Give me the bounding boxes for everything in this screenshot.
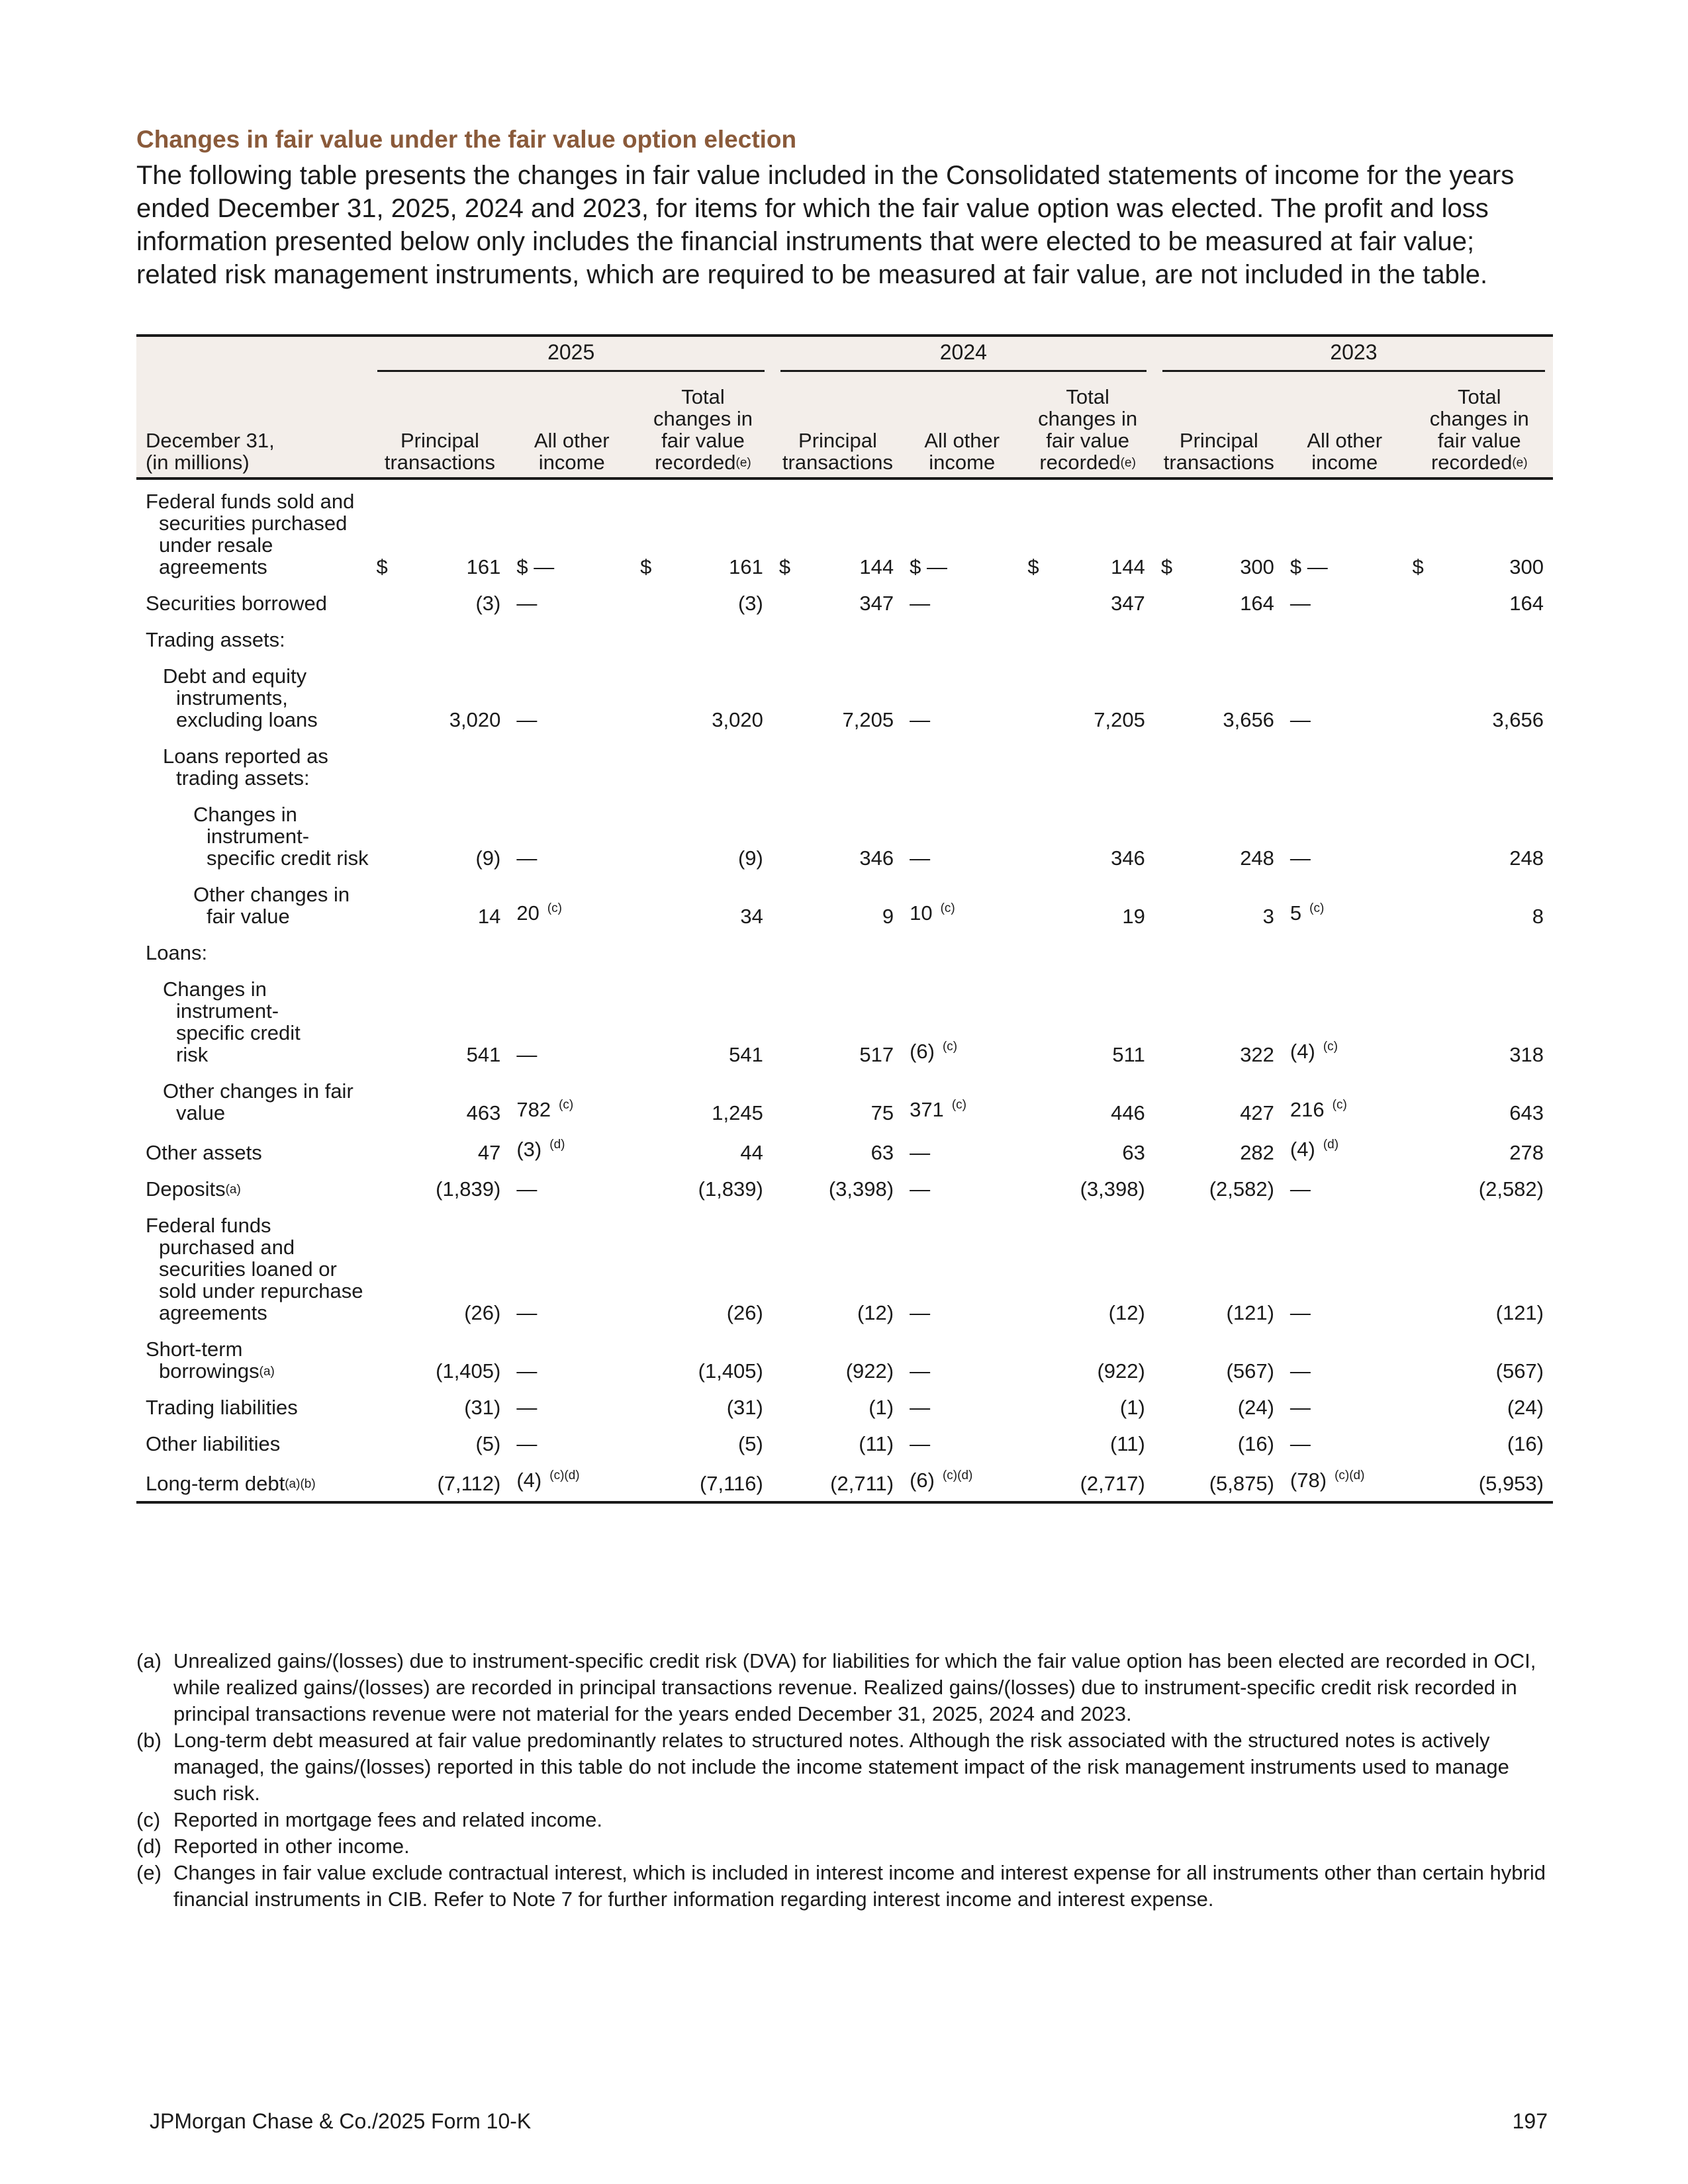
intro-paragraph: The following table presents the changes in fair value included in the Consolidated statements of income for the years ended December 31, 2025, 2024 and 2023, for items for which the fair value option was elected. The profit and loss information presented below only includes the financial instruments that were elected to be measured at fair value; related risk management instruments, which are required to be measured at fair value, are not included in the table.	[136, 161, 1515, 289]
table-row: Securities borrowed (3) — (3) 347 — 347 164 — 164	[146, 592, 1544, 615]
year-2023-header: 2023	[1154, 336, 1553, 377]
col-other-2023: All other income	[1284, 377, 1406, 478]
col-principal-2023: Principal transactions	[1154, 377, 1284, 478]
row-label-header: December 31, (in millions)	[136, 377, 369, 478]
col-total-2024: Total changes in fair value recorded$^{(e)}$	[1021, 377, 1154, 478]
table-row: Other changes in fair value 14 20 $^{(c)}$ 34 9 10 $^{(c)}$ 19 3 5 $^{(c)}$ 8	[193, 883, 1544, 928]
year-2025-header: 2025	[369, 336, 772, 377]
table-row: Federal funds sold and securities purchased under resale agreements $ 161 $ — $ 161 $ 144 $ — $ 144 $ 300 $ — $ 300	[146, 490, 1544, 578]
col-principal-2025: Principal transactions	[369, 377, 510, 478]
table-row: Other changes in fair value 463 782 $^{(c)}$ 1,245 75 371 $^{(c)}$ 446 427 216 $^{(c)}$ 643	[163, 1079, 1544, 1124]
table-row: Loans reported as trading assets:	[163, 745, 328, 790]
column-header-row	[136, 377, 1553, 478]
table-row: Short-term borrowings$^{(a)}$ (1,405) — (1,405) (922) — (922) (567) — (567)	[146, 1338, 1544, 1383]
col-total-2025: Total changes in fair value recorded$^{(e)}$	[633, 377, 773, 478]
table-row: Trading liabilities (31) — (31) (1) — (1) (24) — (24)	[146, 1396, 1544, 1419]
col-other-2024: All other income	[903, 377, 1021, 478]
year-2024-header: 2024	[773, 336, 1154, 377]
section-title: Changes in fair value under the fair value option election	[136, 126, 797, 153]
table-row: Federal funds purchased and securities loaned or sold under repurchase agreements (26) — (26) (12) — (12) (121) — (121)	[146, 1214, 1544, 1324]
footnotes	[136, 1648, 1553, 1913]
table-row: Deposits$^{(a)}$ (1,839) — (1,839) (3,398) — (3,398) (2,582) — (2,582)	[146, 1177, 1544, 1201]
col-other-2025: All other income	[510, 377, 633, 478]
table-row: Trading assets:	[146, 628, 285, 651]
table-row: Other assets 47 (3) $^{(d)}$ 44 63 — 63 282 (4) $^{(d)}$ 278	[146, 1138, 1544, 1164]
table-row: Loans:	[146, 941, 208, 964]
footnote: (e) Changes in fair value exclude contractual interest, which is included in interest income and interest expense for all instruments other than certain hybrid financial instruments in CIB. Refer to Note 7 for further information regarding interest income and interest expense.	[136, 1861, 1546, 1911]
footnote: (c) Reported in mortgage fees and related income.	[136, 1808, 602, 1831]
footer-page-number: 197	[1512, 2109, 1548, 2133]
table-row: Changes in instrument-specific credit risk 541 — 541 517 (6) $^{(c)}$ 511 322 (4) $^{(c)}$ 318	[163, 978, 1544, 1066]
footer-document-name: JPMorgan Chase & Co./2025 Form 10-K	[150, 2109, 532, 2133]
col-principal-2024: Principal transactions	[773, 377, 903, 478]
footnote: (b) Long-term debt measured at fair value predominantly relates to structured notes. Although the risk associated with the structured notes is actively managed, the gains/(losses) reported in this table do not include the income statement impact of the risk management instruments used to manage such risk.	[136, 1729, 1509, 1805]
table-row: Other liabilities (5) — (5) (11) — (11) (16) — (16)	[146, 1432, 1544, 1455]
col-total-2023: Total changes in fair value recorded$^{(e)}$	[1406, 377, 1553, 478]
fair-value-table	[136, 334, 1553, 1504]
table-row: Long-term debt$^{(a)(b)}$ (7,112) (4) $^{(c)(d)}$ (7,116) (2,711) (6) $^{(c)(d)}$ (2,717) (5,875) (78) $^{(c)(d)}$ (5,953)	[136, 1459, 1553, 1502]
year-header-row	[136, 336, 1553, 377]
footnote: (a) Unrealized gains/(losses) due to instrument-specific credit risk (DVA) for liabilities for which the fair value option has been elected are recorded in OCI, while realized gains/(losses) are recorded in principal transactions revenue. Realized gains/(losses) due to instrument-specific credit risk recorded in principal transactions revenue were not material for the years ended December 31, 2025, 2024 and 2023.	[136, 1649, 1536, 1725]
table-row: Debt and equity instruments, excluding loans 3,020 — 3,020 7,205 — 7,205 3,656 — 3,656	[163, 664, 1544, 731]
table-row: Changes in instrument-specific credit risk (9) — (9) 346 — 346 248 — 248	[193, 803, 1544, 870]
footnote: (d) Reported in other income.	[136, 1835, 410, 1858]
